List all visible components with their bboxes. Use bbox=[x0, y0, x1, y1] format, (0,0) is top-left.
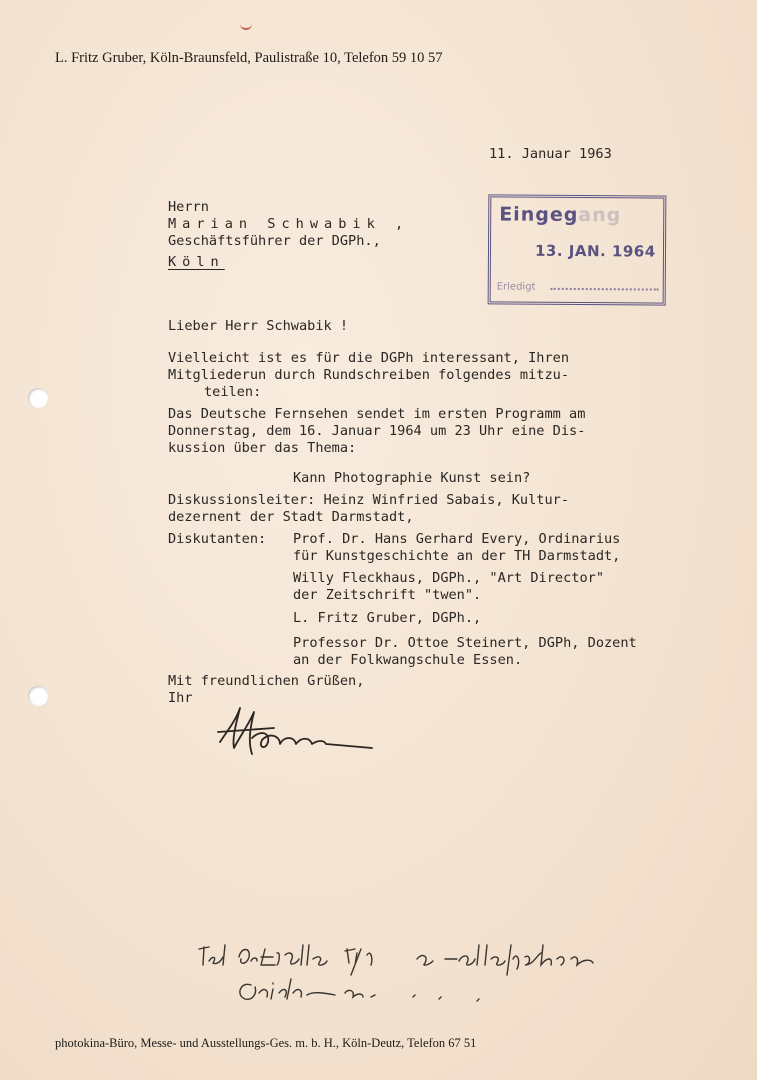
paragraph-2-line-2: Donnerstag, dem 16. Januar 1964 um 23 Uhr eine Dis- bbox=[168, 423, 586, 439]
letterhead: L. Fritz Gruber, Köln-Braunsfeld, Paulistraße 10, Telefon 59 10 57 bbox=[55, 50, 443, 66]
panelist-3-line-1: L. Fritz Gruber, DGPh., bbox=[293, 610, 482, 626]
received-stamp bbox=[488, 194, 667, 305]
paragraph-1-line-2: Mitgliederun durch Rundschreiben folgendes mitzu- bbox=[168, 367, 570, 383]
punch-hole-top bbox=[28, 388, 48, 408]
recipient-role: Geschäftsführer der DGPh., bbox=[168, 233, 381, 249]
panelist-4-line-2: an der Folkwangschule Essen. bbox=[293, 652, 523, 668]
paragraph-1-line-3: teilen: bbox=[204, 384, 262, 400]
handwritten-signature bbox=[214, 702, 384, 764]
closing: Mit freundlichen Grüßen, bbox=[168, 673, 365, 689]
recipient-city: Köln bbox=[168, 254, 225, 270]
decorative-mark bbox=[240, 22, 252, 30]
paragraph-2-line-1: Das Deutsche Fernsehen sendet im ersten Programm am bbox=[168, 406, 586, 422]
paragraph-1-line-1: Vielleicht ist es für die DGPh interessant, Ihren bbox=[168, 350, 570, 366]
panelist-1-line-2: für Kunstgeschichte an der TH Darmstadt, bbox=[293, 548, 621, 564]
panelist-4-line-1: Professor Dr. Ottoe Steinert, DGPh, Dozent bbox=[293, 635, 637, 651]
panelist-2-line-1: Willy Fleckhaus, DGPh., "Art Director" bbox=[293, 570, 604, 586]
panelist-2-line-2: der Zeitschrift "twen". bbox=[293, 587, 482, 603]
stamp-dotted-line bbox=[551, 288, 659, 291]
punch-hole-bottom bbox=[28, 686, 48, 706]
footer: photokina-Büro, Messe- und Ausstellungs-Ges. m. b. H., Köln-Deutz, Telefon 67 51 bbox=[55, 1036, 477, 1050]
leader-line-1: Diskussionsleiter: Heinz Winfried Sabais, Kultur- bbox=[168, 492, 570, 508]
stamp-footer: Erledigt bbox=[496, 281, 536, 293]
letter-date: 11. Januar 1963 bbox=[489, 146, 612, 162]
recipient-name: Marian Schwabik , bbox=[168, 216, 410, 232]
stamp-date: 13. JAN. 1964 bbox=[534, 241, 656, 261]
greeting: Lieber Herr Schwabik ! bbox=[168, 318, 349, 334]
discussion-topic: Kann Photographie Kunst sein? bbox=[293, 470, 531, 486]
panel-label: Diskutanten: bbox=[168, 531, 267, 547]
stamp-title: Eingegang bbox=[499, 203, 622, 227]
recipient-salutation: Herrn bbox=[168, 199, 209, 215]
paragraph-2-line-3: kussion über das Thema: bbox=[168, 440, 357, 456]
panelist-1-line-1: Prof. Dr. Hans Gerhard Every, Ordinarius bbox=[293, 531, 621, 547]
leader-line-2: dezernent der Stadt Darmstadt, bbox=[168, 509, 414, 525]
closing-ihr: Ihr bbox=[168, 690, 193, 706]
handwritten-note bbox=[195, 935, 615, 1010]
